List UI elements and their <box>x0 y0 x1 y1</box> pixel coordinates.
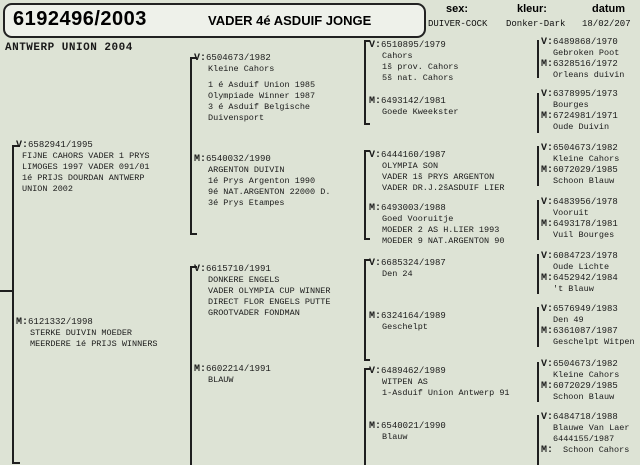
granddam-maternal-block: M:6602214/1991 BLAUW <box>194 364 271 385</box>
ggen4-pair-5: V:6084723/1978 Oude Lichte M:6452942/1984 't Blauw <box>541 251 618 294</box>
ggen3-block-1: V:6510895/1979 Cahors 1š prov. Cahors 5š nat. Cahors <box>369 40 459 83</box>
ggen4-pair-3: V:6504673/1982 Kleine Cahors M:6072029/1985 Schoon Blauw <box>541 143 620 186</box>
color-value: Donker-Dark <box>506 19 566 29</box>
grandsire-maternal-block: V:6615710/1991 DONKERE ENGELS VADER OLYMPIA CUP WINNER DIRECT FLOR ENGELS PUTTE GROOTVADER FONDMAN <box>194 264 331 318</box>
ggen4-pair-8: V:6484718/1988 Blauwe Van Laer 6444155/1987 M: Schoon Cahors <box>541 412 630 456</box>
ggen4-pair-7: V:6504673/1982 Kleine Cahors M:6072029/1985 Schoon Blauw <box>541 359 620 402</box>
color-label: kleur: <box>517 3 547 15</box>
grandsire-paternal-block: V:6504673/1982 Kleine Cahors 1 é Asduif Union 1985 Olympiade Winner 1987 3 é Asduif Belgische Duivensport <box>194 53 316 123</box>
pedigree-header-box <box>3 3 426 38</box>
ggen3-block-4: M:6493003/1988 Goed Vooruitje MOEDER 2 AS H.LIER 1993 MOEDER 9 NAT.ARGENTON 90 <box>369 203 505 246</box>
ggen3-block-7: V:6489462/1989 WITPEN AS 1-Asduif Union Antwerp 91 <box>369 366 510 398</box>
ggen4-pair-6: V:6576949/1983 Den 49 M:6361087/1987 Geschelpt Witpen <box>541 304 635 347</box>
ggen3-block-6: M:6324164/1989 Geschelpt <box>369 311 446 332</box>
ggen3-block-5: V:6685324/1987 Den 24 <box>369 258 446 279</box>
ggen4-pair-2: V:6378995/1973 Bourges M:6724981/1971 Oude Duivin <box>541 89 618 132</box>
ggen3-block-3: V:6444160/1987 OLYMPIA SON VADER 1š PRYS ARGENTON VADER DR.J.2šASDUIF LIER <box>369 150 505 193</box>
sex-value: DUIVER-COCK <box>428 19 488 29</box>
ggen3-block-8: M:6540021/1990 Blauw <box>369 421 446 442</box>
granddam-paternal-block: M:6540032/1990 ARGENTON DUIVIN 1é Prys Argenton 1990 9é NAT.ARGENTON 22000 D. 3é Prys Etampes <box>194 154 331 208</box>
ggen3-block-2: M:6493142/1981 Goede Kweekster <box>369 96 459 117</box>
sire-block: V:6582941/1995 FIJNE CAHORS VADER 1 PRYS LIMOGES 1997 VADER 091/01 1é PRIJS DOURDAN ANTWERP UNION 2002 <box>16 140 150 194</box>
sex-label: sex: <box>446 3 469 15</box>
ring-number: 6192496/2003 <box>13 8 147 30</box>
date-value: 18/02/207 <box>582 19 631 29</box>
club-name: ANTWERP UNION 2004 <box>5 42 133 54</box>
date-label: datum <box>592 3 625 15</box>
ggen4-pair-4: V:6483956/1978 Vooruit M:6493178/1981 Vuil Bourges <box>541 197 618 240</box>
pigeon-name: VADER 4é ASDUIF JONGE <box>208 13 372 28</box>
dam-block: M:6121332/1998 STERKE DUIVIN MOEDER MEERDERE 1é PRIJS WINNERS <box>16 317 158 349</box>
ggen4-pair-1: V:6489868/1970 Gebroken Poot M:6328516/1972 Orleans duivin <box>541 37 625 80</box>
